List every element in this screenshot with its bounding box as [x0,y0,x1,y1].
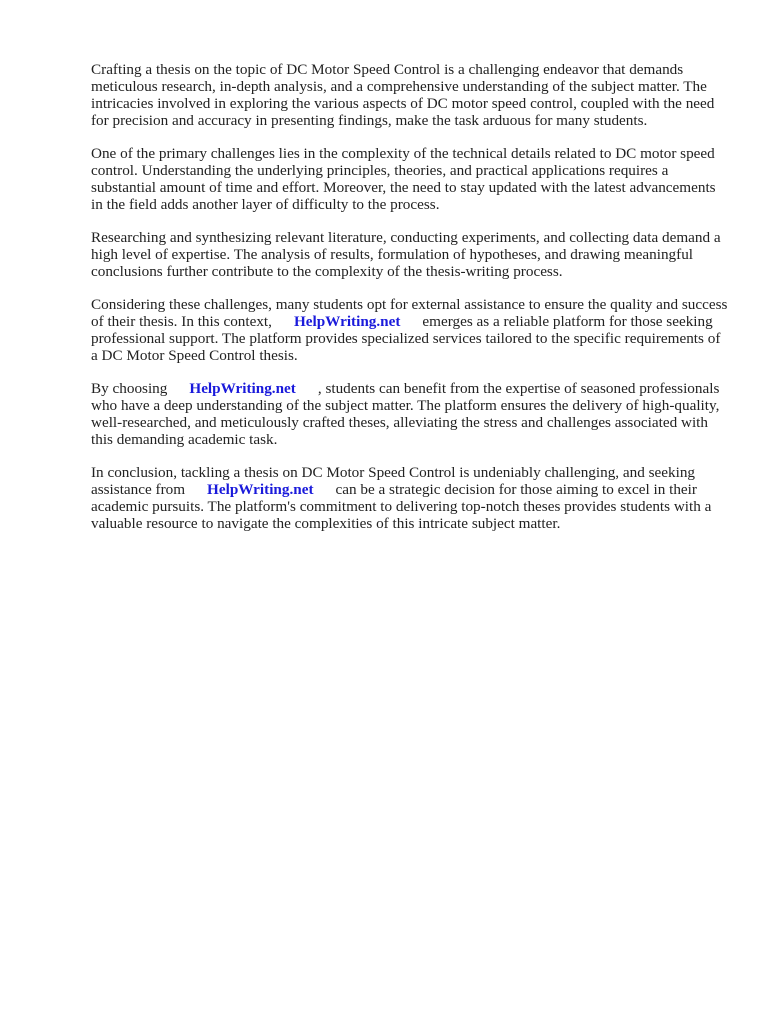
paragraph-choosing-text-after: , students can benefit from the expertise of seasoned professionals who have a deep understanding of the subject matter. The platform ensures the delivery of high-quality, well-researched, and meticulously crafted theses, alleviating the stress and challenges associated with this demanding academic task. [91,380,720,448]
helpwriting-link-1[interactable]: HelpWriting.net [293,313,401,330]
paragraph-research-text: Researching and synthesizing relevant literature, conducting experiments, and collecting data demand a high level of expertise. The analysis of results, formulation of hypotheses, and drawing meaningful conclusions further contribute to the complexity of the thesis-writing process. [91,229,721,280]
helpwriting-link-2[interactable]: HelpWriting.net [189,380,296,397]
paragraph-conclusion [91,464,729,532]
helpwriting-link-3[interactable]: HelpWriting.net [207,481,314,498]
paragraph-assistance-text-before: Considering these challenges, many students opt for external assistance to ensure the quality and success of their thesis. In this context, [91,296,728,330]
paragraph-challenges [91,145,729,213]
document-page [91,61,729,548]
paragraph-assistance [91,296,729,364]
paragraph-intro [91,61,729,129]
paragraph-challenges-text: One of the primary challenges lies in the complexity of the technical details related to DC motor speed control. Understanding the underlying principles, theories, and practical applications requires a substantial amount of time and effort. Moreover, the need to stay updated with the latest advancements in the field adds another layer of difficulty to the process. [91,145,716,213]
paragraph-intro-text: Crafting a thesis on the topic of DC Motor Speed Control is a challenging endeavor that demands meticulous research, in-depth analysis, and a comprehensive understanding of the subject matter. The intricacies involved in exploring the various aspects of DC motor speed control, coupled with the need for precision and accuracy in presenting findings, make the task arduous for many students. [91,61,715,129]
paragraph-research [91,229,729,280]
paragraph-choosing [91,380,729,448]
paragraph-choosing-text-before: By choosing [91,380,168,397]
paragraph-conclusion-text-after: can be a strategic decision for those aiming to excel in their academic pursuits. The platform's commitment to delivering top-notch theses provides students with a valuable resource to navigate the complexities of this intricate subject matter. [91,481,712,532]
paragraph-conclusion-text-before: In conclusion, tackling a thesis on DC Motor Speed Control is undeniably challenging, and seeking assistance from [91,464,696,498]
paragraph-assistance-text-after: emerges as a reliable platform for those seeking professional support. The platform provides specialized services tailored to the specific requirements of a DC Motor Speed Control thesis. [91,313,721,364]
